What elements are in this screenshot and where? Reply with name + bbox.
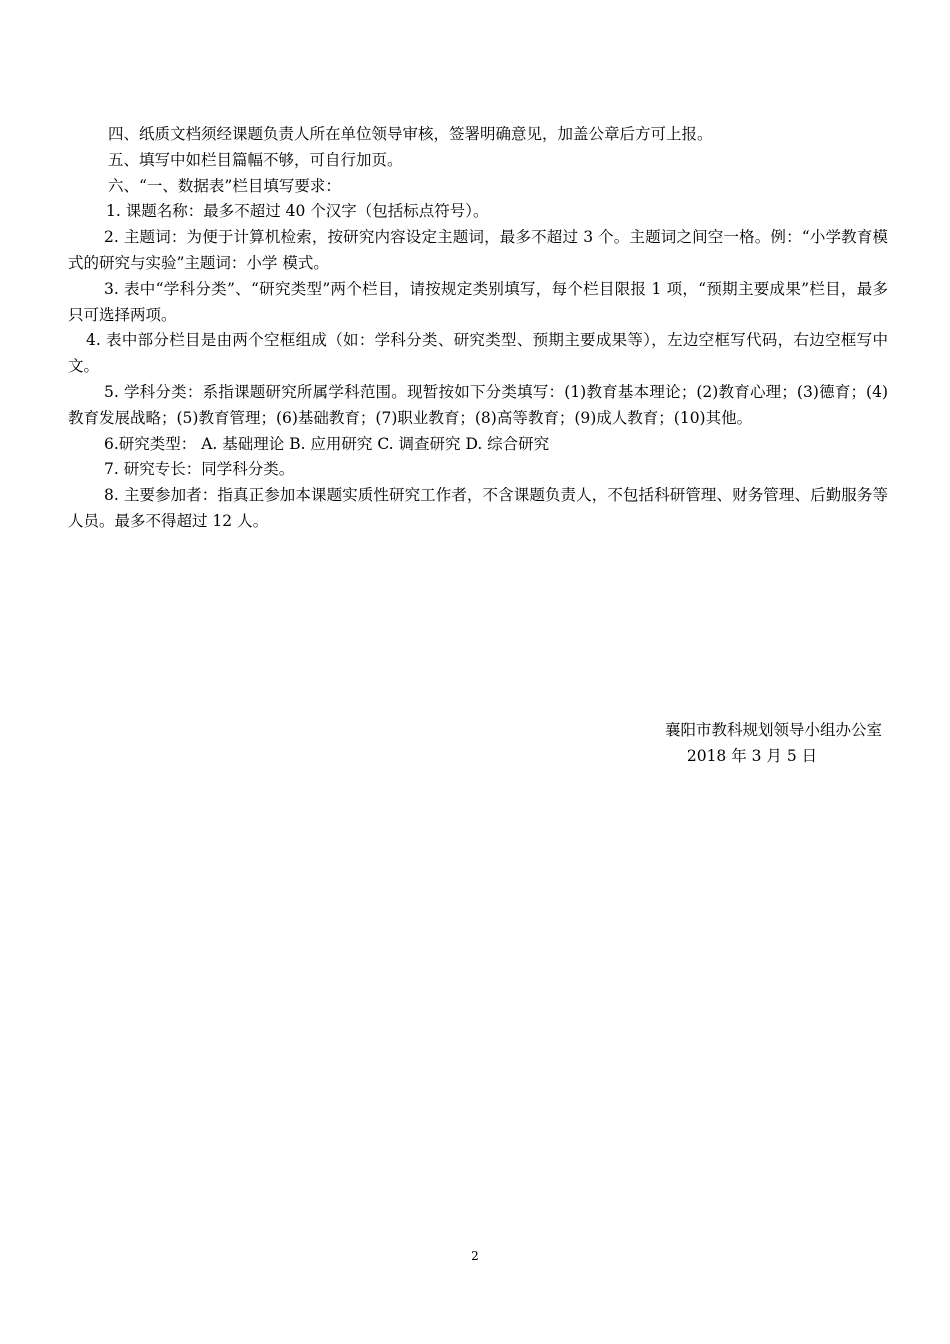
signature-block bbox=[622, 718, 882, 770]
paragraph-item-7-specialty: 7. 研究专长：同学科分类。 bbox=[104, 460, 295, 479]
paragraph-review-requirement: 四、纸质文档须经课题负责人所在单位领导审核，签署明确意见，加盖公章后方可上报。 bbox=[108, 125, 713, 143]
paragraph-item-5-discipline: 5. 学科分类：系指课题研究所属学科范围。现暂按如下分类填写：(1)教育基本理论；(2)教育心理；(3)德育；(4)教育发展战略；(5)教育管理；(6)基础教育；(7)职业教育；(8)高等教育；(9)成人教育；(10)其他。 bbox=[68, 382, 888, 427]
paragraph-item-2-keywords: 2. 主题词：为便于计算机检索，按研究内容设定主题词，最多不超过 3 个。主题词之间空一格。例：“小学教育模式的研究与实验”主题词：小学 模式。 bbox=[68, 228, 888, 272]
paragraph-item-1-title: 1. 课题名称：最多不超过 40 个汉字（包括标点符号）。 bbox=[106, 202, 489, 221]
page-number: 2 bbox=[471, 1249, 479, 1263]
paragraph-item-3-categories: 3. 表中“学科分类”、“研究类型”两个栏目，请按规定类别填写，每个栏目限报 1 项，“预期主要成果”栏目，最多只可选择两项。 bbox=[68, 279, 888, 324]
paragraph-item-4-boxes: 4. 表中部分栏目是由两个空框组成（如：学科分类、研究类型、预期主要成果等），左边空框写代码，右边空框写中文。 bbox=[68, 331, 888, 376]
signature-organization: 襄阳市教科规划领导小组办公室 bbox=[664, 721, 882, 739]
paragraph-item-8-participants: 8. 主要参加者：指真正参加本课题实质性研究工作者，不含课题负责人，不包括科研管理、财务管理、后勤服务等人员。最多不得超过 12 人。 bbox=[68, 486, 888, 530]
signature-date: 2018 年 3 月 5 日 bbox=[686, 746, 818, 765]
paragraph-add-pages: 五、填写中如栏目篇幅不够，可自行加页。 bbox=[108, 150, 403, 169]
paragraph-datasheet-heading: 六、“一、数据表”栏目填写要求： bbox=[108, 176, 341, 195]
document-body bbox=[68, 122, 888, 535]
paragraph-item-6-research-type: 6.研究类型： A. 基础理论 B. 应用研究 C. 调查研究 D. 综合研究 bbox=[104, 434, 550, 453]
